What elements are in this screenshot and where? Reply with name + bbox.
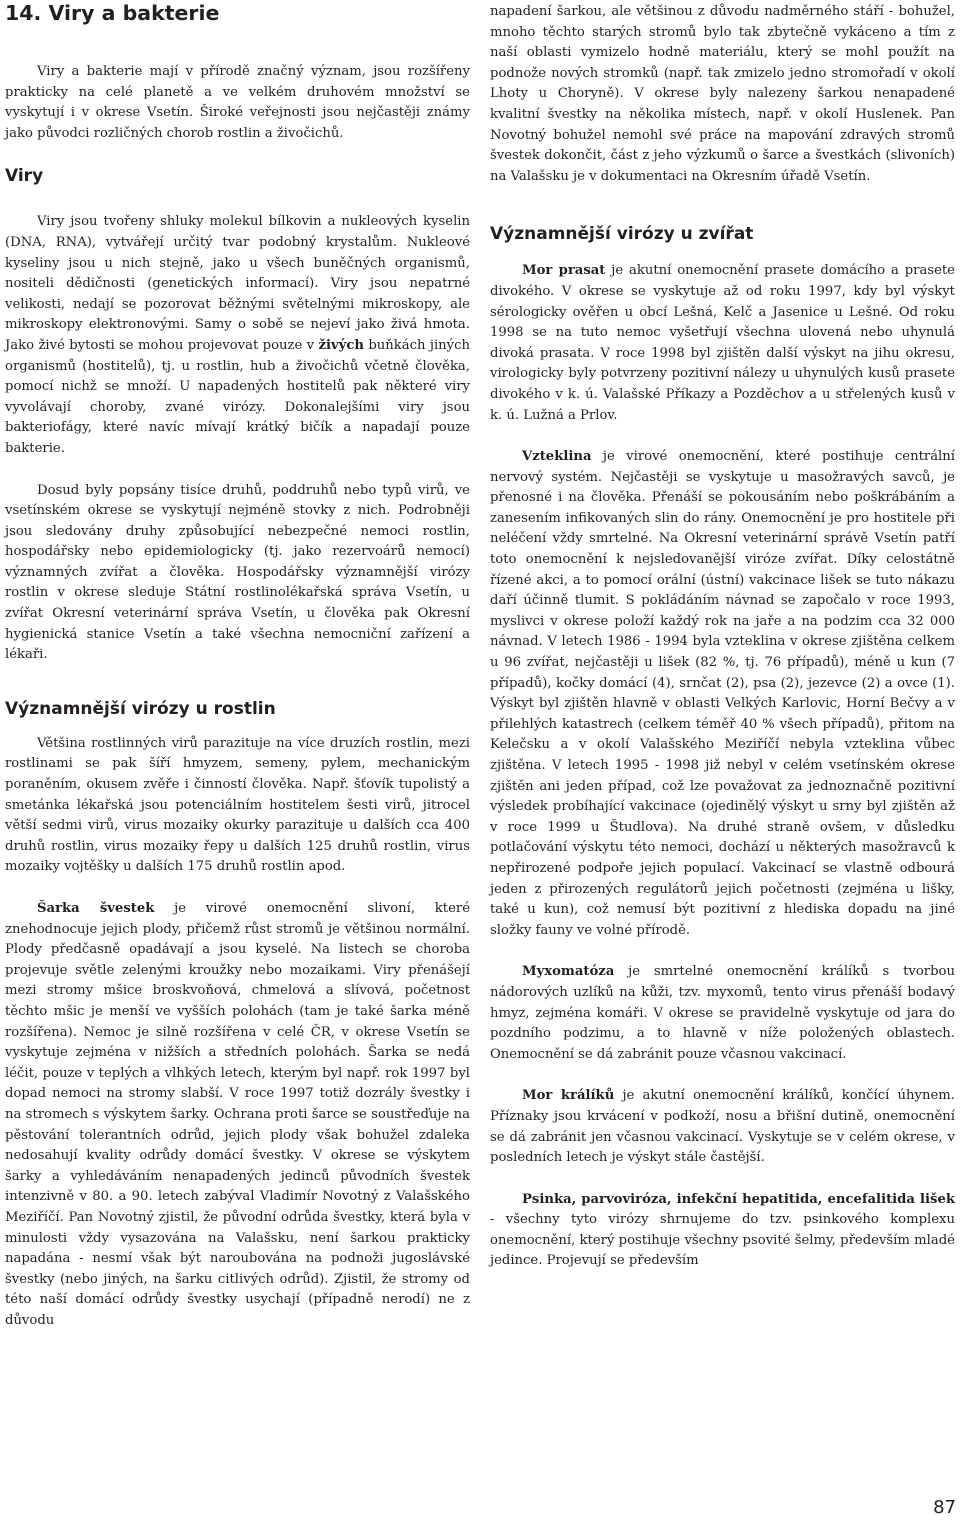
rostlin-paragraph-1: Většina rostlinných virů parazituje na více druzích rostlin, mezi rostlinami se pak šíří hmyzem, semeny, pylem, mechanickým poraněním, okusem zvěře i činností člověka. Např. šťovík tupolistý a smetánka lékařská jsou potenciálním hostitelem šesti virů, jitrocel větší sedmi virů, virus mozaiky okurky parazituje u dalších cca 400 druhů rostlin, virus mozaiky řepy u dalších 125 druhů rostlin, virus mozaiky vojtěšky u dalších 175 druhů rostlin apod. (5, 735, 470, 875)
vzteklina-paragraph: Vzteklina je virové onemocnění, které postihuje centrální nervový systém. Nejčastěji se vyskytuje u masožravých savců, je přenosné i na člověka. Přenáší se pokousáním nebo poškrábáním a zanesením infikovaných slin do rány. Onemocnění je pro hostitele při neléčení vždy smrtelné. Na Okresní veterinární správě Vsetín patří toto onemocnění k nejsledovanější viróze zvířat. Díky celostátně řízené akci, a to pomocí orální (ústní) vakcinace lišek se tuto nákazu daří účinně tlumit. S pokládáním návnad se započalo v roce 1993, myslivci v okrese položí každý rok na jaře a na podzim cca 32 000 návnad. V letech 1986 - 1994 byla vzteklina v okrese zjištěna celkem u 96 zvířat, nejčastěji u lišek (82 %, tj. 76 případů), méně u kun (7 případů), kočky domácí (4), srnčat (2), psa (2), jezevce (2) a ovce (1). Výskyt byl zjištěn hlavně v oblasti Velkých Karlovic, Horní Bečvy a v přilehlých katastrech (celkem téměř 40 % všech případů), přitom na Kelečsku a v okolí Valašského Meziříčí nebyla vzteklina vůbec zjištěna. V letech 1995 - 1998 již nebyl v celém vsetínském okrese zjištěn ani jeden případ, což lze považovat za jednoznačně pozitivní výsledek probíhající vakcinace (ojedinělý výskyt u srny byl zjištěn až v roce 1999 u Študlova). Na druhé straně ovšem, v důsledku potlačování výskytu této nemoci, dochází u některých masožravců k nepřirozené podpoře jejich populací. Vakcinací se vlastně odbourá jeden z přirozených regulátorů jejich početnosti (zejména u lišky, také u kun), což nemusí být pozitivní z hlediska dopadu na jiné složky fauny ve volné přírodě. (490, 449, 955, 938)
mor-prasat-title: Mor prasat (522, 263, 606, 279)
psinka-paragraph: Psinka, parvoviróza, infekční hepatitida, encefalitida lišek - všechny tyto virózy shrnujeme do tzv. psinkového komplexu onemocnění, který postihuje všechny psovité šelmy, především mladé jedince. Projevují se především (490, 1191, 955, 1269)
left-column (5, 0, 470, 1331)
rostlin-heading: Významnější virózy u rostlin (5, 698, 276, 719)
right-column (490, 2, 955, 1272)
mor-kraliku-paragraph: Mor králíků je akutní onemocnění králíků, končící úhynem. Příznaky jsou krvácení v podkoží, nosu a břišní dutině, onemocnění se dá zabránit jen včasnou vakcinací. Vyskytuje se v celém okrese, v posledních letech je výskyt stále častější. (490, 1088, 955, 1166)
viry-paragraph-1: Viry jsou tvořeny shluky molekul bílkovin a nukleových kyselin (DNA, RNA), vytvářejí určitý tvar podobný krystalům. Nukleové kyseliny jsou u nich stejně, jako u všech buněčných organismů, nositeli dědičnosti (genetických informací). Viry jsou nepatrné velikosti, nedají se pozorovat běžnými světelnými mikroskopy, ale mikroskopy elektronovými. Samy o sobě se nejeví jako živá hmota. Jako živé bytosti se mohou projevovat pouze v živých buňkách jiných organismů (hostitelů), tj. u rostlin, hub a živočichů včetně člověka, pomocí nichž se množí. U napadených hostitelů pak některé viry vyvolávají choroby, zvané virózy. Dokonalejšími viry jsou bakteriofágy, které navíc mívají krátký bičík a napadají pouze bakterie. (5, 214, 470, 456)
page-number: 87 (933, 1497, 956, 1518)
sarka-continuation: napadení šarkou, ale většinou z důvodu nadměrného stáří - bohužel, mnoho těchto starých stromů bylo tak zbytečně vykáceno a tím z naší oblasti vymizelo hodně materiálu, který se mohl použít na podnože nových stromků (např. tak zmizelo jedno stromořadí v okolí Lhoty u Choryně). V okrese byly nalezeny šarkou nenapadené kvalitní švestky na několika místech, např. v okolí Huslenek. Pan Novotný bohužel nemohl své práce na mapování zdravých stromů švestek dokončit, část z jeho výzkumů o šarce a švestkách (slivoních) na Valašsku je v dokumentaci na Okresním úřadě Vsetín. (490, 4, 955, 184)
sarka-title: Šarka švestek (37, 901, 155, 916)
myxomatoza-paragraph: Myxomatóza je smrtelné onemocnění králíků s tvorbou nádorových uzlíků na kůži, tzv. myxomů, tento virus přenáší bodavý hmyz, zejména komáři. V okrese se pravidelně vyskytuje od jara do pozdního podzimu, a to hlavně v níže položených oblastech. Onemocnění se dá zabránit pouze včasnou vakcinací. (490, 964, 955, 1062)
sarka-paragraph: Šarka švestek je virové onemocnění slivoní, které znehodnocuje jejich plody, přičemž růst stromů je většinou normální. Plody předčasně opadávají a jsou kyselé. Na listech se choroba projevuje světle zelenými kroužky nebo mozaikami. Viry přenášejí mezi stromy mšice broskvoňová, chmelová a slívová, početnost těchto mšic je menší ve vyšších polohách (tam je také šarka méně rozšířena). Nemoc je silně rozšířena v celé ČR, v okrese Vsetín se vyskytuje zejména v nižších a středních polohách. Šarka se nedá léčit, pouze v teplých a vlhkých letech, kterým byl např. rok 1997 byl dopad nemoci na stromy slabší. V roce 1997 totiž dozrály švestky i na stromech s výskytem šarky. Ochrana proti šarce se soustřeďuje na pěstování tolerantních odrůd, jejich plody však bohužel zdaleka nedosahují kvality odrůdy domácí švestky. V okrese se výskytem šarky a vyhledáváním nenapadených jedinců původních švestek intenzivně v 80. a 90. letech zabýval Vladimír Novotný z Valašského Meziříčí. Pan Novotný zjistil, že původní odrůda švestky, která byla v minulosti vždy vysazována na Valašsku, není šarkou prakticky napadána - nesmí však být naroubována na podnoži jugoslávské švestky (nebo jiných, na šarku citlivých odrůd). Zjistil, že stromy od této naší domácí odrůdy švestky usychají (případně nerodí) ne z důvodu (5, 901, 470, 1328)
viry-heading: Viry (5, 166, 44, 187)
intro-paragraph: Viry a bakterie mají v přírodě značný význam, jsou rozšířeny prakticky na celé planetě a ve velkém druhovém množství se vyskytují i v okrese Vsetín. Široké veřejnosti jsou nejčastěji známy jako původci rozličných chorob rostlin a živočichů. (5, 64, 470, 141)
psinka-title: Psinka, parvoviróza, infekční hepatitida, encefalitida lišek (522, 1191, 955, 1207)
vzteklina-title: Vzteklina (522, 449, 592, 465)
mor-kraliku-title: Mor králíků (522, 1088, 615, 1104)
viry-paragraph-2: Dosud byly popsány tisíce druhů, poddruhů nebo typů virů, ve vsetínském okrese se vyskytují nejméně stovky z nich. Podrobněji jsou sledovány druhy způsobující nebezpečné nemoci rostlin, hospodářsky nebo epidemiologicky (tj. jako rezervoárů nemocí) významných zvířat a člověka. Hospodářsky významnější virózy rostlin v okrese sleduje Státní rostlinolékařská správa Vsetín, u zvířat Okresní veterinární správa Vsetín, u člověka pak Okresní hygienická stanice Vsetín a také všechna nemocniční zařízení a lékaři. (5, 482, 470, 663)
zvirat-heading: Významnější virózy u zvířat (490, 224, 754, 245)
mor-prasat-paragraph: Mor prasat je akutní onemocnění prasete domácího a prasete divokého. V okrese se vyskytuje až od roku 1997, kdy byl výskyt sérologicky ověřen u obcí Lešná, Kelč a Jasenice u Lešné. Od roku 1998 se na tuto nemoc vyšetřují všechna ulovená nebo uhynulá divoká prasata. V roce 1998 byl zjištěn další výskyt na jihu okresu, virologicky byly potvrzeny pozitivní nálezy u uhynulých kusů prasete divokého v k. ú. Valašské Příkazy a Pozděchov a u střelených kusů v k. ú. Lužná a Prlov. (490, 263, 955, 423)
myxomatoza-title: Myxomatóza (522, 964, 615, 980)
chapter-title: 14. Viry a bakterie (5, 1, 220, 25)
viry-emphasis: živých (318, 337, 364, 353)
